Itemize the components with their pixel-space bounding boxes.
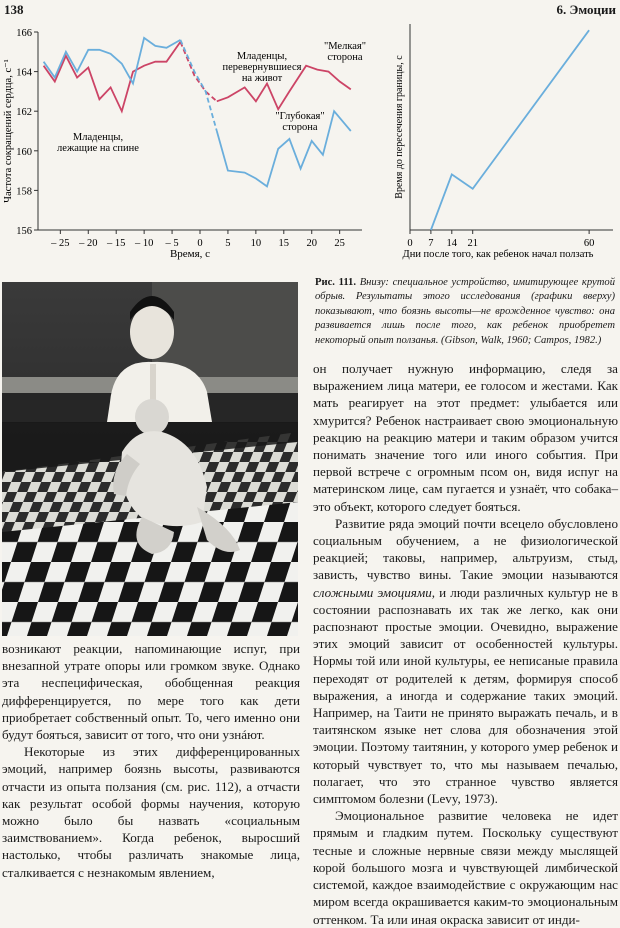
right-paragraph-3: Эмоциональное развитие человека не идет прямым и гладким путем. Поскольку существуют тесные и сложные нервные связи между мыслящей корой большого мозга и чувствующей лимбической системой, каждое взаимодействие с окружающим нас миром всегда окрашивается каким-то эмоциональным оттенком. Та или иная окраска зависит от инди- <box>313 808 618 927</box>
caption-label: Рис. 111. <box>315 277 356 288</box>
crossing-series <box>431 30 589 230</box>
ct-xtick-label: 60 <box>583 238 595 249</box>
shallow-side-line-before <box>44 42 181 111</box>
heart-rate-xlabel: Время, с <box>169 248 211 260</box>
hr-xtick-label: – 15 <box>107 238 126 249</box>
heart-rate-x-ticks <box>50 230 345 249</box>
crossing-x-ticks <box>407 230 594 249</box>
hr-xtick-label: – 10 <box>134 238 154 249</box>
ct-xtick-label: 21 <box>467 238 478 249</box>
heart-rate-chart <box>0 14 370 264</box>
crossing-xlabel: Дни после того, как ребенок начал ползать <box>402 249 594 260</box>
hr-ytick-label: 160 <box>16 146 32 158</box>
hr-ytick-label: 164 <box>16 67 32 79</box>
left-paragraph-2: Некоторые из этих дифференцированных эмоций, например боязнь высоты, развиваются отчасти из опыта ползания (см. рис. 112), а отчасти как результат особой формы научения, которую можно было бы назвать «социальным заимствованием». Когда ребенок, выросший настолько, чтобы различать знакомые лица, сталкивается с незнакомым явлением, <box>2 744 300 880</box>
annotation-rolled-line1: Младенцы, <box>236 51 288 62</box>
left-column-text <box>2 640 300 881</box>
right-paragraph-2-italic: сложными эмоциями <box>313 584 432 600</box>
annotation-supine-line2: лежащие на спине <box>57 143 139 154</box>
right-paragraph-2-end: , и люди различных культур не в состоянии распознавать их так же легко, как они распознают простые эмоции. Очевидно, выражение этих эмоций зависит от особенностей культуры. Нормы той или иной культуры, ее неписаные правила переходят от родителей к детям, формируя способ выражения, а иногда и содержание таких эмоций. Например, на Таити не принято выражать печаль, и в таитянском языке нет слова для обозначения этой эмоции. Поэтому таитянин, у которого умер ребенок и который чувствует то, что мы называем печалью, полагает, что это странное чувство является симптомом болезни (Levy, 1973). <box>313 584 618 807</box>
right-column-text <box>313 360 618 928</box>
hr-xtick-label: – 20 <box>79 238 98 249</box>
hr-xtick-label: 5 <box>225 238 231 249</box>
annotation-rolled-line3: на живот <box>241 73 283 84</box>
annotation-shallow-line1: "Мелкая" <box>323 41 367 52</box>
page-number: 138 <box>4 2 24 17</box>
hr-ytick-label: 166 <box>16 28 32 39</box>
annotation-supine-line1: Младенцы, <box>72 132 124 143</box>
crossing-time-line <box>431 30 589 230</box>
visual-cliff-photo <box>2 282 298 636</box>
caption-text: Внизу: специальное устройство, имитирующее крутой обрыв. Результаты этого исследования (графики вверху) показывают, что боязнь высоты—не врожденное чувство: она развивается лишь после того, как ребенок приобретет некоторый опыт ползанья. (Gibson, Walk, 1960; Campos, 1982.) <box>315 277 615 346</box>
annotation-rolled <box>223 51 302 84</box>
chapter-title: 6. Эмоции <box>556 2 616 17</box>
ct-xtick-label: 7 <box>428 238 434 249</box>
right-paragraph-2 <box>313 515 618 807</box>
hr-xtick-label: – 5 <box>165 238 179 249</box>
ct-xtick-label: 0 <box>407 238 413 249</box>
hr-ytick-label: 158 <box>16 186 32 198</box>
annotation-rolled-line2: перевернувшиеся <box>222 62 302 73</box>
hr-ytick-label: 162 <box>16 107 32 119</box>
annotation-deep-line1: "Глубокая" <box>275 111 325 122</box>
hr-xtick-label: 0 <box>197 238 203 249</box>
right-paragraph-2-start: Развитие ряда эмоций почти всецело обусловлено социальным обучением, а не физиологической реакцией; таковы, например, альтруизм, стыд, зависть, чувство вины. Такие эмоции называются <box>313 515 618 583</box>
hr-ytick-label: 156 <box>16 226 32 237</box>
hr-xtick-label: 15 <box>278 238 290 249</box>
heart-rate-ylabel: Частота сокращений сердца, с⁻¹ <box>3 59 14 203</box>
annotation-shallow <box>324 41 366 63</box>
figure-caption <box>315 276 615 348</box>
crossing-time-chart <box>378 14 620 264</box>
hr-xtick-label: 20 <box>306 238 317 249</box>
annotation-deep <box>275 111 324 133</box>
right-paragraph-1: он получает нужную информацию, следя за выражением лица матери, ее голосом и жестами. Как мать реагирует на этот предмет: улыбается или хмурится? Ребенок настраивает свою эмоциональную реакцию на реакцию матери и таким образом учится понимать значение того или иного события. При первой встрече с огромным псом он, видя испуг на материнском лице, сам пугается и узнаёт, что собака–это объект, которого следует бояться. <box>313 361 618 514</box>
left-paragraph-1: возникают реакции, напоминающие испуг, при внезапной утрате опоры или громком звуке. Однако эта неспецифическая, обобщенная реакция дифференцируется, по мере того как дети приобретает собственный опыт. То, чего именно они будут бояться, зависит от того, что они узнáют. <box>2 641 300 743</box>
crossing-axes <box>410 24 613 230</box>
hr-xtick-label: 25 <box>334 238 345 249</box>
annotation-deep-line2: сторона <box>282 122 318 133</box>
hr-xtick-label: – 25 <box>51 238 70 249</box>
annotation-supine <box>57 132 139 154</box>
ct-xtick-label: 14 <box>446 238 458 249</box>
crossing-ylabel: Время до пересечения границы, с <box>394 55 405 199</box>
hr-xtick-label: 10 <box>250 238 262 249</box>
annotation-shallow-line2: сторона <box>327 52 363 63</box>
heart-rate-y-ticks <box>16 28 38 237</box>
